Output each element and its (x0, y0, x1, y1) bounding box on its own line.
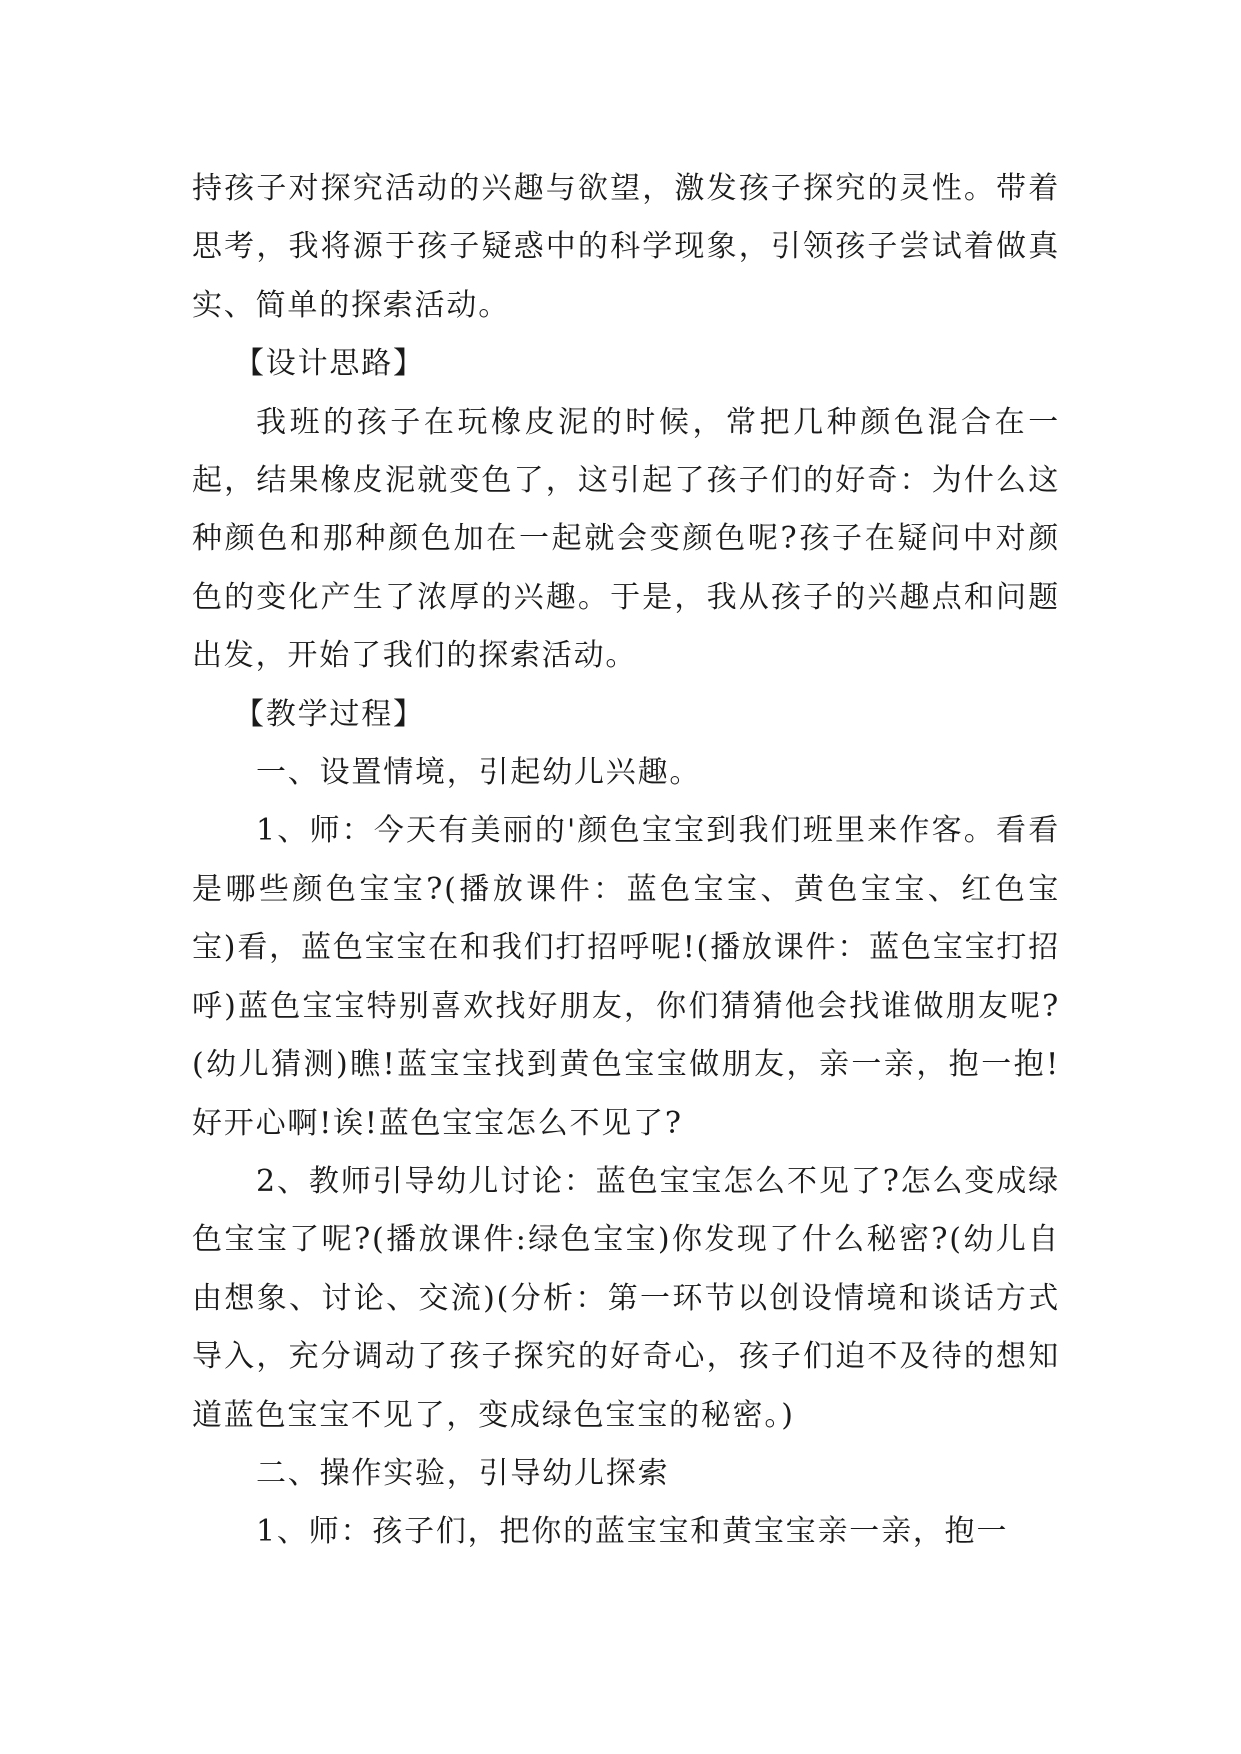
paragraph-design-idea: 我班的孩子在玩橡皮泥的时候，常把几种颜色混合在一起，结果橡皮泥就变色了，这引起了孩子们的好奇：为什么这种颜色和那种颜色加在一起就会变颜色呢?孩子在疑问中对颜色的变化产生了浓厚的兴趣。于是，我从孩子的兴趣点和问题出发，开始了我们的探索活动。 (192, 404, 1060, 674)
section-heading-design-idea: 【设计思路】 (234, 346, 425, 382)
document-body (192, 160, 1060, 1562)
paragraph-step-one-item-1: 1、师：今天有美丽的'颜色宝宝到我们班里来作客。看看是哪些颜色宝宝?(播放课件：蓝色宝宝、黄色宝宝、红色宝宝)看，蓝色宝宝在和我们打招呼呢!(播放课件：蓝色宝宝打招呼)蓝色宝宝特别喜欢找好朋友，你们猜猜他会找谁做朋友呢?(幼儿猜测)瞧!蓝宝宝找到黄色宝宝做朋友，亲一亲，抱一抱!好开心啊!诶!蓝色宝宝怎么不见了? (192, 813, 1060, 1141)
section-heading-teaching-process: 【教学过程】 (234, 696, 425, 732)
step-one-heading: 一、设置情境，引起幼儿兴趣。 (256, 755, 702, 791)
paragraph-step-two-item-1: 1、师：孩子们，把你的蓝宝宝和黄宝宝亲一亲，抱一 (256, 1514, 1009, 1550)
paragraph-intro-continuation: 持孩子对探究活动的兴趣与欲望，激发孩子探究的灵性。带着思考，我将源于孩子疑惑中的科学现象，引领孩子尝试着做真实、简单的探索活动。 (192, 171, 1060, 323)
paragraph-step-one-item-2: 2、教师引导幼儿讨论：蓝色宝宝怎么不见了?怎么变成绿色宝宝了呢?(播放课件:绿色宝宝)你发现了什么秘密?(幼儿自由想象、讨论、交流)(分析：第一环节以创设情境和谈话方式导入，充分调动了孩子探究的好奇心，孩子们迫不及待的想知道蓝色宝宝不见了，变成绿色宝宝的秘密。) (192, 1163, 1060, 1433)
step-two-heading: 二、操作实验，引导幼儿探索 (256, 1455, 670, 1491)
